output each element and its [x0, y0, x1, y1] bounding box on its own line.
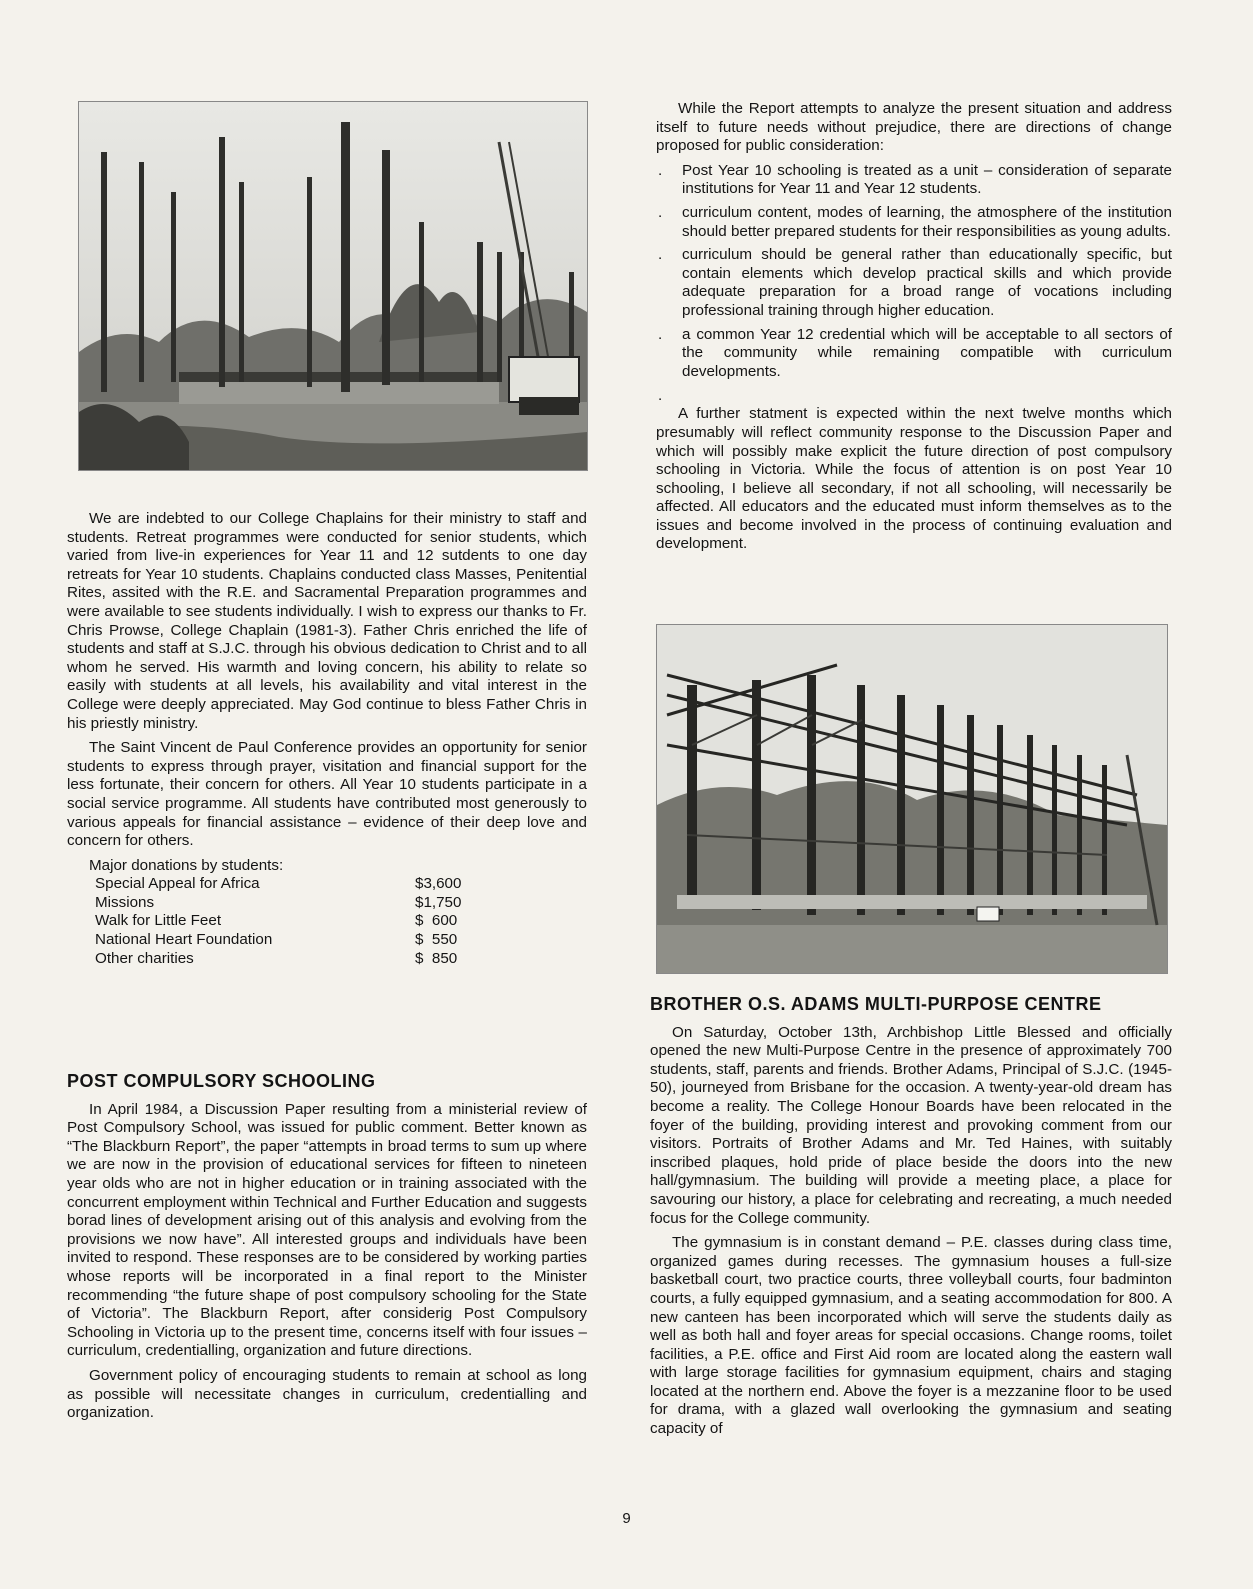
multi-purpose-centre-heading: BROTHER O.S. ADAMS MULTI-PURPOSE CENTRE: [650, 994, 1102, 1014]
vincent-paragraph: The Saint Vincent de Paul Conference provides an opportunity for senior students to express through prayer, visitation and financial support for the less fortunate, their concern for others. All Year 10 students participate in a social service programme. All students have contributed most generously to various appeals for financial assistance – evidence of their deep love and concern for others.: [67, 739, 587, 850]
donation-amount: $ 550: [415, 931, 458, 949]
further-statement-paragraph: A further statment is expected within the next twelve months which presumably will reflect community response to the Discussion Paper and which will possibly make explicit the future direction of post compulsory schooling in Victoria. While the focus of attention is on post Year 10 schooling, I believe all secondary, if not all schooling, will necessarily be affected. All educators and the educated must inform themselves as to the issues and become involved in the process of continuing evaluation and development.: [656, 405, 1172, 553]
chaplain-paragraph: We are indebted to our College Chaplains for their ministry to staff and students. Retreat programmes were conducted for senior students, which varied from live-in experiences for Year 11 and 12 sutdents to one day retreats for Year 10 students. Chaplains conducted class Masses, Penitential Rites, assited with the R.E. and Sacramental Preparation programmes and were available to see students individually. I wish to express our thanks to Fr. Chris Prowse, College Chaplain (1981-3). Father Chris enriched the life of students and staff at S.J.C. through his obvious dedication to Christ and to all whom he served. His warmth and loving concern, his ability to relate so easily with students at all levels, his availability and vital interest in the College were deeply appreciated. May God continue to bless Father Chris in his priestly ministry.: [67, 510, 587, 732]
construction-photo-frame-drawing: [657, 625, 1167, 973]
stray-mark: .: [658, 387, 663, 405]
list-item: . Post Year 10 schooling is treated as a unit – consideration of separate institutions for Year 11 and Year 12 students.: [656, 162, 1172, 199]
construction-photo-columns: [78, 101, 588, 471]
donation-row: [67, 894, 461, 913]
post-compulsory-heading: POST COMPULSORY SCHOOLING: [67, 1071, 376, 1091]
multi-purpose-centre-section: [650, 995, 1172, 1445]
centre-paragraph-2: The gymnasium is in constant demand – P.E. classes during class time, organized games during recesses. The gymnasium houses a full-size basketball court, two practice courts, three volleyball courts, four badminton courts, a fully equipped gymnasium, and a seating accommodation for 800. A new canteen has been incorporated which will serve the students daily as well as both hall and foyer areas for special occasions. Change rooms, toilet facilities, a P.E. office and First Aid room are located along the eastern wall with large storage facilities for gymnasium equipment, chairs and staging located at the northern end. Above the foyer is a mezzanine floor to be used for drama, with a glazed wall overlooking the gymnasium and seating capacity of: [650, 1234, 1172, 1438]
donations-table: [67, 875, 461, 968]
list-item: . a common Year 12 credential which will be acceptable to all sectors of the community while remaining compatible with curriculum developments.: [656, 326, 1172, 382]
donation-label: Walk for Little Feet: [95, 912, 222, 930]
construction-photo-frame: [656, 624, 1168, 974]
left-column: [67, 510, 587, 968]
donation-label: National Heart Foundation: [95, 931, 273, 949]
list-item: . curriculum content, modes of learning, the atmosphere of the institution should better prepared students for their responsibilities as young adults.: [656, 204, 1172, 241]
construction-photo-columns-drawing: [79, 102, 587, 470]
post-compulsory-paragraph-2: Government policy of encouraging students to remain at school as long as possible will necessitate changes in curriculum, credentialling and organization.: [67, 1366, 587, 1422]
donation-row: [67, 931, 461, 950]
donation-amount: $3,600: [415, 875, 462, 893]
change-directions-list: [656, 162, 1172, 382]
donation-label: Other charities: [95, 949, 194, 967]
donation-label: Special Appeal for Africa: [95, 875, 260, 893]
donation-row: [67, 875, 461, 894]
donation-amount: $1,750: [415, 893, 462, 911]
post-compulsory-paragraph-1: In April 1984, a Discussion Paper resulting from a ministerial review of Post Compulsory School, was issued for public comment. Better known as “The Blackburn Report”, the paper “attempts in broad terms to sum up where we are now in the provision of educational services for fifteen to nineteen year olds who are not in higher education or in training associated with the concurrent employment within Technical and Further Education and suggests borad lines of development arising out of this analysis and evolving from the provisions we now have”. All interested groups and individuals have been invited to respond. These responses are to be considered by working parties whose reports will be incorporated in a final report to the Minister recommending “the future shape of post compulsory schooling for the State of Victoria”. The Blackburn Report, after considerig Post Compulsory Schooling in Victoria up to the present time, concerns itself with four issues – curriculum, credentialling, organization and future directions.: [67, 1100, 587, 1360]
post-compulsory-section: [67, 1072, 587, 1429]
donation-amount: $ 600: [415, 912, 458, 930]
centre-paragraph-1: On Saturday, October 13th, Archbishop Little Blessed and officially opened the new Multi-Purpose Centre in the presence of approximately 700 students, staff, parents and friends. Brother Adams, Principal of S.J.C. (1945-50), journeyed from Brisbane for the occasion. A twenty-year-old dream has become a reality. The College Honour Boards have been relocated in the foyer of the building, providing interest and provoking comment from our visitors. Portraits of Brother Adams and Mr. Ted Haines, with suitably inscribed plaques, hold pride of place beside the doors into the new hall/gymnasium. The building will provide a meeting place, a place for savouring our history, a place for celebrating and recreating, a much needed focus for the College community.: [650, 1023, 1172, 1227]
right-column-top: [656, 100, 1172, 560]
page-number: 9: [622, 1510, 631, 1527]
donation-row: [67, 950, 461, 969]
list-item: . curriculum should be general rather than educationally specific, but contain elements which develop practical skills and which provide adequate preparation for a broad range of vocations including professional training through higher education.: [656, 246, 1172, 320]
donation-label: Missions: [95, 893, 155, 911]
donation-row: [67, 912, 461, 931]
report-intro-paragraph: While the Report attempts to analyze the present situation and address itself to future needs without prejudice, there are directions of change proposed for public consideration:: [656, 100, 1172, 155]
donations-heading: Major donations by students:: [89, 856, 284, 874]
donation-amount: $ 850: [415, 949, 458, 967]
